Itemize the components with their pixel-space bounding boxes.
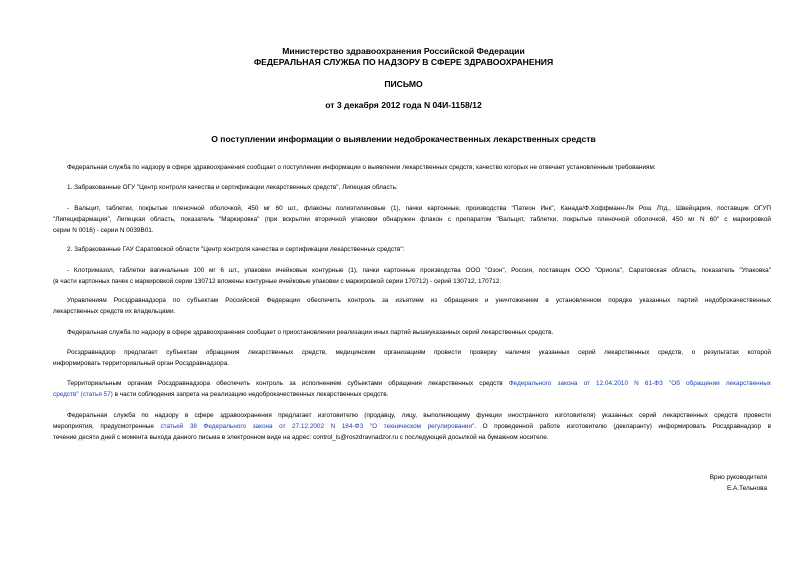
- text-line: информировать территориальный орган Росздравнадзора.: [53, 360, 230, 368]
- text-line: "Липецкфармация", Липецкая область, показатель "Маркировка" (при вскрытии вторичной упаковки обнаружен флакон с препаратом "Вальцит, таблетки, покрытые пленочной оболочкой, 450 мг N 60" с маркировкой: [53, 216, 771, 224]
- paragraph-item-1: [67, 182, 771, 193]
- ministry-name: Министерство здравоохранения Российской Федерации: [282, 46, 525, 56]
- text-line: (в части картонных пачек с маркировкой серии 130712 вложены контурные ячейковые упаковки с маркировкой серии 170712) - серий 130712, 170712.: [53, 278, 502, 286]
- text-line: течение десяти дней с момента выхода данного письма в электронном виде на адрес: control_ls@roszdravnadzor.ru с последующей досылкой на бумажном носителе.: [53, 434, 549, 442]
- law-61-fz-link[interactable]: Федерального закона от 12.04.2010 N 61-ФЗ "Об обращении лекарственных: [508, 380, 772, 387]
- paragraph-item-2: [67, 244, 771, 255]
- signature-block: [710, 472, 767, 494]
- paragraph-inspection: [53, 347, 771, 369]
- text-line: Федеральная служба по надзору в сфере здравоохранения сообщает о приостановлении реализации иных партий вышеуказанных серий лекарственных средств.: [67, 329, 554, 336]
- text-line: 1. Забракованные ОГУ "Центр контроля качества и сертификации лекарственных средств", Липецкая область:: [67, 184, 398, 191]
- paragraph-valcyte: [53, 203, 771, 237]
- text-line: Росздравнадзор предлагает субъектам обращения лекарственных средств, медицинским организациям провести проверку наличия указанных серий лекарственных средств, о результатах которой: [67, 349, 771, 356]
- signature-name: Е.А.Тельнова: [727, 485, 767, 492]
- text-line: - Клотримазол, таблетки вагинальные 100 мг 6 шт., упаковки ячейковые контурные (1), пачки картонные производства ООО "Озон", Россия, поставщик ООО "Ориола", Саратовская область, показатель "Упаковка": [67, 267, 771, 274]
- text-line: серии N 0016) - серии N 0039B01.: [53, 227, 154, 235]
- signature-position: Врио руководителя: [709, 474, 767, 481]
- text-line: Федеральная служба по надзору в сфере здравоохранения предлагает изготовителю (продавцу, лицу, выполняющему функции иностранного изготовителя) указанных серий лекарственных средств провести: [67, 412, 771, 419]
- text-line: Федеральная служба по надзору в сфере здравоохранения сообщает о поступлении информации о выявлении лекарственных средств, качество которых не отвечает установленным требованиям:: [67, 164, 656, 171]
- paragraph-control: [53, 295, 771, 317]
- text-line: - Вальцит, таблетки, покрытые пленочной оболочкой, 450 мг 60 шт., флаконы полиэтиленовые (1), пачки картонные, производства "Патеон Инк", Канада/Ф.Хоффманн-Ля Рош Лтд., Швейцария, поставщик ОГУП: [67, 205, 771, 212]
- text-line: лекарственных средств их владельцами.: [53, 308, 176, 316]
- text-line: 2. Забракованные ГАУ Саратовской области "Центр контроля качества и сертификации лекарственных средств":: [67, 246, 405, 253]
- document-title: О поступлении информации о выявлении недоброкачественных лекарственных средств: [211, 134, 596, 144]
- law-61-fz-link-cont[interactable]: средств": [53, 391, 79, 399]
- document-date-number: от 3 декабря 2012 года N 04И-1158/12: [325, 100, 482, 110]
- paragraph-suspension: [67, 327, 771, 338]
- paragraph-manufacturer: [53, 410, 771, 444]
- text-line: мероприятия, предусмотренные статьей 38 Федерального закона от 27.12.2002 N 184-ФЗ "О техническом регулировании". О проведенной работе изготовителю (декларанту) информировать Росздравнадзор в: [53, 423, 771, 431]
- paragraph-clotrimazole: [53, 265, 771, 287]
- text-line: Территориальным органам Росздравнадзора обеспечить контроль за исполнением субъектами обращения лекарственных средств Федерального закона от 12.04.2010 N 61-ФЗ "Об обращении лекарственных: [67, 380, 772, 387]
- document-type: ПИСЬМО: [384, 79, 423, 89]
- service-name: ФЕДЕРАЛЬНАЯ СЛУЖБА ПО НАДЗОРУ В СФЕРЕ ЗДРАВООХРАНЕНИЯ: [253, 57, 554, 67]
- article-57-link[interactable]: (статья 57): [80, 391, 113, 399]
- text-line: Управлениям Росздравнадзора по субъектам Российской Федерации обеспечить контроль за изъятием из обращения и уничтожением в установленном порядке указанных партий недоброкачественных: [67, 297, 771, 304]
- text-line: средств" (статья 57) в части соблюдения запрета на реализацию недоброкачественных лекарственных средств.: [53, 391, 389, 399]
- law-184-fz-link[interactable]: статьей 38 Федерального закона от 27.12.2002 N 184-ФЗ "О техническом регулировании": [160, 423, 475, 431]
- paragraph-territorial: [53, 378, 772, 400]
- paragraph-intro: [67, 162, 771, 173]
